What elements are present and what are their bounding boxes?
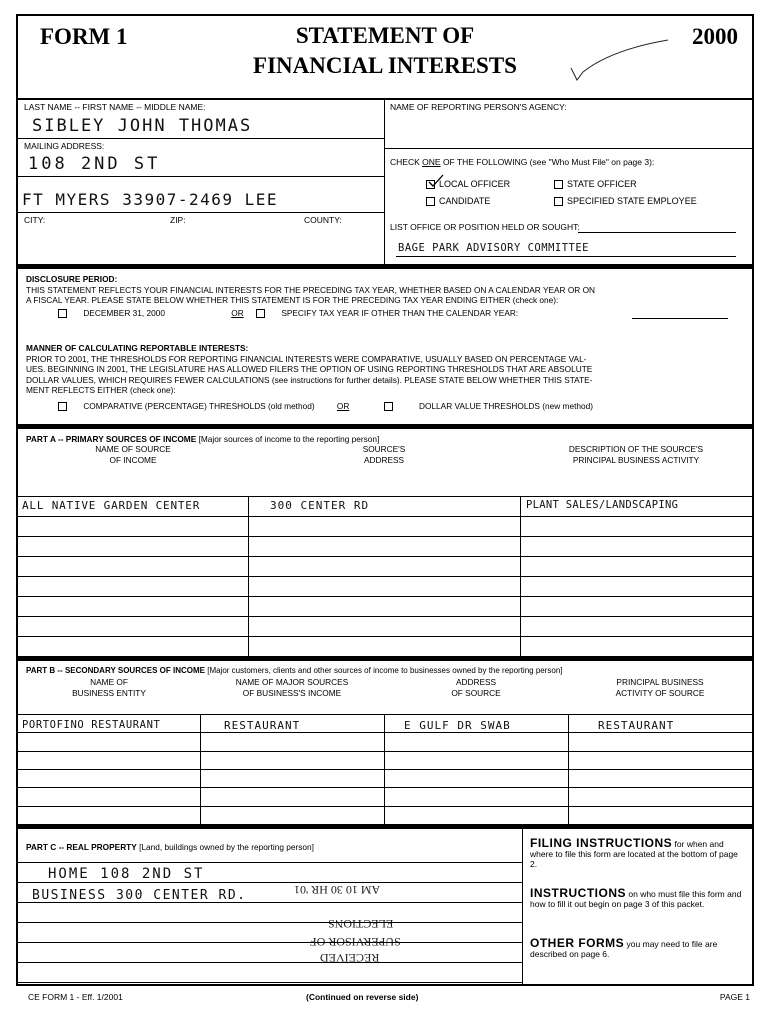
table-rule (18, 922, 522, 923)
table-column-rule (384, 714, 385, 824)
filing-instructions: FILING INSTRUCTIONS for when and where to file this form are located at the bottom of page 2. (530, 836, 738, 869)
part-b-row1-activity[interactable]: RESTAURANT (598, 719, 675, 732)
disclosure-section: DISCLOSURE PERIOD: THIS STATEMENT REFLECTS YOUR FINANCIAL INTERESTS FOR THE PRECEDING TAX YEAR, WHETHER BASED ON A CALENDAR YEAR OR ON A FISCAL YEAR. PLEASE STATE BELOW WHETHER THIS STATEMENT IS FOR THE PRECEDING TAX YEAR ENDING EITHER (check one): (26, 274, 596, 305)
name-value[interactable]: SIBLEY JOHN THOMAS (32, 116, 253, 136)
table-rule (18, 596, 752, 597)
footer-continued: (Continued on reverse side) (306, 992, 419, 1002)
table-rule (18, 806, 752, 807)
manner-section: MANNER OF CALCULATING REPORTABLE INTERESTS: PRIOR TO 2001, THE THRESHOLDS FOR REPORTING FINANCIAL INTERESTS WERE COMPARATIVE, USUALLY BASED ON PERCENTAGE VAL- UES. BEGINNING IN 2001, THE LEGISLATURE HAS ALLOWED FILERS THE OPTION OF USING REPORTING THRESHOLDS THAT ARE ABSOLUTE DOLLAR VALUES, WHICH REQUIRES FEWER CALCULATIONS (see instructions for further details). PLEASE STATE BELOW WHETHER THIS STATE- MENT REFLECTS EITHER (check one): (26, 343, 593, 395)
form-header (18, 16, 752, 100)
table-rule (18, 982, 522, 983)
table-rule (18, 787, 752, 788)
part-c-row2[interactable]: BUSINESS 300 CENTER RD. (32, 888, 247, 903)
office-label: LIST OFFICE OR POSITION HELD OR SOUGHT: (390, 222, 580, 232)
table-rule (18, 942, 522, 943)
part-b-col-entity: NAME OF BUSINESS ENTITY (72, 677, 146, 698)
local-officer-option[interactable]: LOCAL OFFICER (426, 179, 510, 189)
table-rule (18, 902, 522, 903)
part-a-col-name: NAME OF SOURCE OF INCOME (95, 444, 171, 465)
table-rule (18, 556, 752, 557)
mailing-street[interactable]: 108 2ND ST (28, 154, 161, 174)
part-b-row1-address[interactable]: E GULF DR SWAB (404, 719, 511, 732)
who-must-file-instructions: INSTRUCTIONS on who must file this form and how to fill it out begin on page 3 of this packet. (530, 886, 742, 909)
table-column-rule (200, 714, 201, 824)
table-rule (18, 496, 752, 497)
table-column-rule (520, 496, 521, 656)
stamp-line3: ELECTIONS (328, 917, 394, 931)
footer-page: PAGE 1 (719, 992, 750, 1002)
zip-label: ZIP: (170, 215, 186, 225)
table-rule (18, 862, 522, 863)
part-c-row1[interactable]: HOME 108 2ND ST (48, 866, 205, 882)
table-rule (18, 714, 752, 715)
mailing-city-line[interactable]: FT MYERS 33907-2469 LEE (22, 190, 279, 209)
candidate-option[interactable]: CANDIDATE (426, 196, 490, 206)
city-label: CITY: (24, 215, 46, 225)
table-column-rule (568, 714, 569, 824)
table-rule (18, 616, 752, 617)
table-rule (18, 516, 752, 517)
dollar-value-checkbox[interactable] (384, 402, 393, 411)
table-rule (18, 824, 752, 825)
other-forms-instructions: OTHER FORMS you may need to file are described on page 6. (530, 936, 718, 959)
table-rule (18, 732, 752, 733)
table-rule (18, 656, 752, 657)
stamp-line4: AM 10 30 HR '01 (294, 883, 381, 897)
name-label: LAST NAME -- FIRST NAME -- MIDDLE NAME: (24, 102, 206, 112)
footer-form-id: CE FORM 1 - Eff. 1/2001 (28, 992, 123, 1002)
form-title-line1: STATEMENT OF (295, 23, 475, 48)
form-number: FORM 1 (40, 24, 128, 49)
part-b-col-address: ADDRESS OF SOURCE (451, 677, 501, 698)
part-b-col-source: NAME OF MAJOR SOURCES OF BUSINESS'S INCOME (235, 677, 349, 698)
part-b-title: PART B -- SECONDARY SOURCES OF INCOME [Major customers, clients and other sources of income to businesses owned by the reporting person] (26, 666, 563, 675)
state-officer-option[interactable]: STATE OFFICER (554, 179, 637, 189)
checkmark-icon (563, 36, 673, 86)
part-a-col-address: SOURCE'S ADDRESS (362, 444, 406, 465)
part-b-row1-entity[interactable]: PORTOFINO RESTAURANT (22, 719, 161, 731)
part-a-col-activity: DESCRIPTION OF THE SOURCE'S PRINCIPAL BUSINESS ACTIVITY (568, 444, 704, 465)
disclosure-options: DECEMBER 31, 2000 OR SPECIFY TAX YEAR IF OTHER THAN THE CALENDAR YEAR: (58, 308, 748, 319)
candidate-checkbox[interactable] (426, 197, 435, 206)
other-year-checkbox[interactable] (256, 309, 265, 318)
part-a-row1-name[interactable]: ALL NATIVE GARDEN CENTER (22, 499, 201, 512)
specified-employee-checkbox[interactable] (554, 197, 563, 206)
table-rule (18, 576, 752, 577)
agency-label: NAME OF REPORTING PERSON'S AGENCY: (390, 102, 567, 112)
specified-employee-option[interactable]: SPECIFIED STATE EMPLOYEE (554, 196, 697, 206)
check-mark-icon (427, 174, 445, 188)
table-rule (18, 636, 752, 637)
stamp-line1: RECEIVED (320, 951, 380, 965)
table-rule (18, 769, 752, 770)
part-a-title: PART A -- PRIMARY SOURCES OF INCOME [Major sources of income to the reporting person] (26, 434, 380, 444)
table-rule (18, 751, 752, 752)
table-rule (18, 962, 522, 963)
comparative-checkbox[interactable] (58, 402, 67, 411)
county-label: COUNTY: (304, 215, 342, 225)
mailing-label: MAILING ADDRESS: (24, 141, 105, 151)
part-a-row1-address[interactable]: 300 CENTER RD (270, 499, 370, 512)
state-officer-checkbox[interactable] (554, 180, 563, 189)
december-checkbox[interactable] (58, 309, 67, 318)
form-title-line2: FINANCIAL INTERESTS (253, 53, 517, 78)
table-column-rule (248, 496, 249, 656)
part-b-col-activity: PRINCIPAL BUSINESS ACTIVITY OF SOURCE (615, 677, 705, 698)
part-a-row1-activity[interactable]: PLANT SALES/LANDSCAPING (526, 499, 679, 511)
form-page (16, 14, 754, 986)
table-rule (18, 536, 752, 537)
table-rule (18, 882, 522, 883)
office-value[interactable]: BAGE PARK ADVISORY COMMITTEE (398, 242, 590, 254)
form-year: 2000 (692, 24, 738, 49)
check-one-label: CHECK ONE OF THE FOLLOWING (see "Who Must File" on page 3): (390, 157, 655, 167)
manner-options: COMPARATIVE (PERCENTAGE) THRESHOLDS (old method) OR DOLLAR VALUE THRESHOLDS (new method) (58, 401, 748, 412)
part-b-row1-source[interactable]: RESTAURANT (224, 719, 301, 732)
stamp-line2: SUPERVISOR OF (310, 935, 401, 949)
part-c-title: PART C -- REAL PROPERTY [Land, buildings owned by the reporting person] (26, 842, 314, 852)
